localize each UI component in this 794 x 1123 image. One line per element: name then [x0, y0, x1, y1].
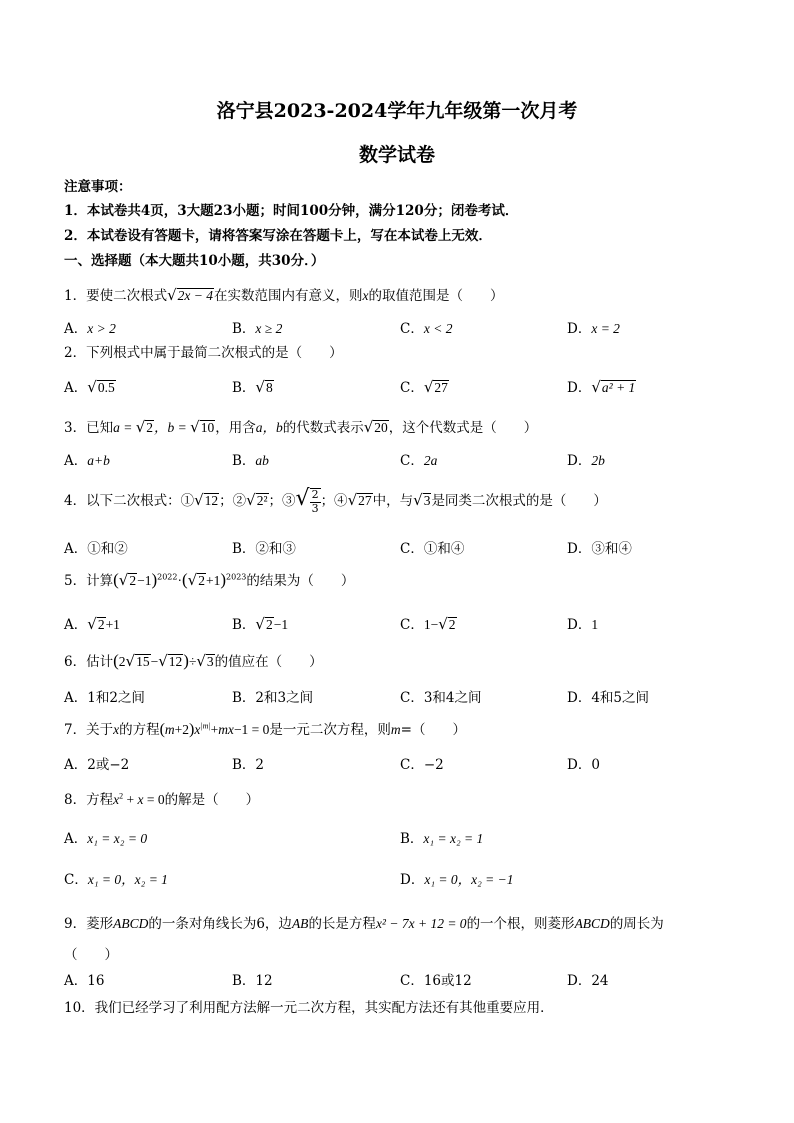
q6-option-d[interactable]: D．4和5之间	[567, 690, 650, 706]
q5-option-a[interactable]: A．√2+1	[64, 615, 120, 633]
q4-option-d[interactable]: D．③和④	[567, 541, 632, 557]
q8-option-a[interactable]: A．x₁ = x₂ = 0	[64, 831, 148, 847]
notes-item-1: 1．本试卷共4页，3大题23小题；时间100分钟，满分120分；闭卷考试．	[64, 203, 519, 219]
page-title: 洛宁县2023-2024学年九年级第一次月考	[216, 100, 578, 122]
q4-option-b[interactable]: B．②和③	[232, 541, 296, 557]
question-1: 1．要使二次根式√2x − 4在实数范围内有意义，则x的取值范围是（ ）	[64, 286, 504, 304]
q7-option-b[interactable]: B．2	[232, 757, 265, 773]
q6-option-c[interactable]: C．3和4之间	[400, 690, 482, 706]
q3-option-c[interactable]: C．2a	[400, 453, 438, 469]
q7-option-d[interactable]: D．0	[567, 757, 600, 773]
q9-option-c[interactable]: C．16或12	[400, 973, 472, 989]
q9-option-b[interactable]: B．12	[232, 973, 273, 989]
question-9-line-2: （ ）	[64, 947, 118, 963]
q5-option-d[interactable]: D．1	[567, 617, 599, 633]
q5-option-b[interactable]: B．√2−1	[232, 615, 289, 633]
q1-option-d[interactable]: D．x = 2	[567, 321, 620, 337]
q3-option-d[interactable]: D．2b	[567, 453, 605, 469]
question-8: 8．方程$x^2 + x = 0$的解是（ ）	[64, 791, 260, 808]
notes-heading: 注意事项：	[64, 179, 132, 195]
question-4: 4．以下二次根式：①√12；②√2²；③√ $\frac{2}{3}$ ；④√27中，与√3是同类二次根式的是（ ）	[64, 486, 607, 515]
q3-option-a[interactable]: A．a+b	[64, 453, 110, 469]
q3-option-b[interactable]: B．ab	[232, 453, 269, 469]
q2-option-a[interactable]: A．√0.5	[64, 378, 115, 396]
q2-option-b[interactable]: B．√8	[232, 378, 273, 396]
q8-option-c[interactable]: C．x₁ = 0，x₂ = 1	[64, 872, 168, 888]
q4-option-a[interactable]: A．①和②	[64, 541, 128, 557]
q7-option-a[interactable]: A．2或−2	[64, 757, 130, 773]
question-5: 5．计算$(√2-1)^{2022}\cdot(√2+1)^{2023}$的结果为（ ）	[64, 570, 355, 589]
question-10: 10．我们已经学习了利用配方法解一元二次方程，其实配方法还有其他重要应用．	[64, 1000, 554, 1016]
q5-option-c[interactable]: C．1−√2	[400, 615, 456, 633]
q6-option-a[interactable]: A．1和2之间	[64, 690, 145, 706]
question-6: 6．估计(2√15−√12)÷√3的值应在（ ）	[64, 651, 323, 670]
q2-option-d[interactable]: D．√a² + 1	[567, 378, 636, 396]
q9-option-a[interactable]: A．16	[64, 973, 105, 989]
q9-option-d[interactable]: D．24	[567, 973, 609, 989]
question-3: 3．已知a = √2，b = √10，用含a，b的代数式表示√20，这个代数式是（ ）	[64, 418, 538, 436]
q1-option-c[interactable]: C．x < 2	[400, 321, 453, 337]
q8-option-d[interactable]: D．x₁ = 0，x₂ = −1	[400, 872, 514, 888]
question-2: 2．下列根式中属于最简二次根式的是（ ）	[64, 345, 343, 361]
q1-option-b[interactable]: B．x ≥ 2	[232, 321, 283, 337]
q8-option-b[interactable]: B．x₁ = x₂ = 1	[400, 831, 484, 847]
section-heading: 一、选择题（本大题共10小题，共30分．）	[64, 253, 325, 269]
question-7: 7．关于x的方程$(m+2)x^{|m|}+mx-1 = 0$是一元二次方程，则m=（ ）	[64, 721, 466, 738]
q7-option-c[interactable]: C．−2	[400, 757, 444, 773]
question-9-line-1: 9．菱形ABCD的一条对角线长为6，边AB的长是方程x² − 7x + 12 = 0的一个根，则菱形ABCD的周长为	[64, 916, 664, 932]
q4-option-c[interactable]: C．①和④	[400, 541, 465, 557]
notes-item-2: 2．本试卷设有答题卡，请将答案写涂在答题卡上，写在本试卷上无效．	[64, 228, 492, 244]
q6-option-b[interactable]: B．2和3之间	[232, 690, 314, 706]
q1-option-a[interactable]: A．x > 2	[64, 321, 116, 337]
page-subtitle: 数学试卷	[358, 144, 435, 166]
q2-option-c[interactable]: C．√27	[400, 378, 448, 396]
